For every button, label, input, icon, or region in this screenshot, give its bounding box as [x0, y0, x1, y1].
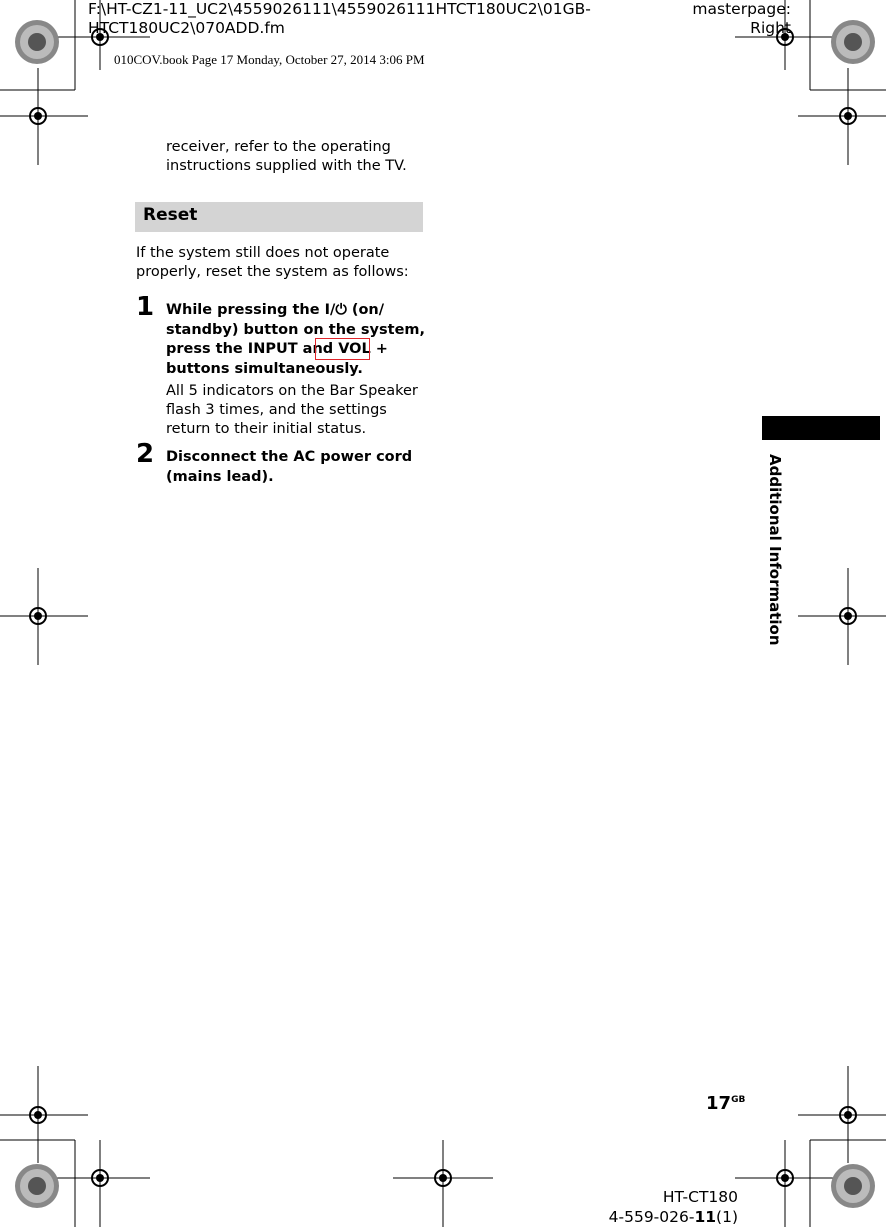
footer-model: HT-CT180 — [662, 1188, 738, 1206]
section-tab-bar — [762, 416, 880, 440]
step-1-instruction: While pressing the I/⏻ (on/ standby) button on the system, press the INPUT and VOL + buttons simultaneously. — [166, 302, 426, 377]
highlight-box — [315, 338, 370, 360]
section-side-label — [762, 454, 792, 654]
step-number-2: 2 — [136, 439, 155, 469]
section-side-label-text: Additional Information — [766, 454, 784, 646]
footer-part-suffix: (1) — [716, 1208, 738, 1226]
step-2-instruction: Disconnect the AC power cord (mains lead). — [166, 449, 413, 485]
section-heading-bar — [135, 202, 423, 232]
header-file-path: F:\HT-CZ1-11_UC2\4559026111\4559026111HTCT180UC2\01GB- HTCT180UC2\070ADD.fm — [88, 0, 591, 37]
header-masterpage: masterpage: Right — [692, 0, 791, 37]
footer-part-number — [609, 1207, 738, 1227]
section-title: Reset — [143, 205, 198, 225]
page-number-suffix: GB — [731, 1095, 746, 1105]
footer-part-prefix: 4-559-026- — [608, 1208, 695, 1226]
section-description: If the system still does not operate properly, reset the system as follows: — [136, 245, 409, 280]
intro-paragraph: receiver, refer to the operating instructions supplied with the TV. — [166, 139, 407, 174]
page-number — [706, 1093, 745, 1114]
step-1-note: All 5 indicators on the Bar Speaker flash 3 times, and the settings return to their initial status. — [166, 383, 418, 437]
footer-part-bold: 11 — [694, 1208, 717, 1226]
header-book-info: 010COV.book Page 17 Monday, October 27, 2014 3:06 PM — [114, 52, 425, 67]
footer-model-info — [609, 1187, 738, 1227]
page-number-value: 17 — [706, 1093, 732, 1114]
step-number-1: 1 — [136, 292, 155, 322]
